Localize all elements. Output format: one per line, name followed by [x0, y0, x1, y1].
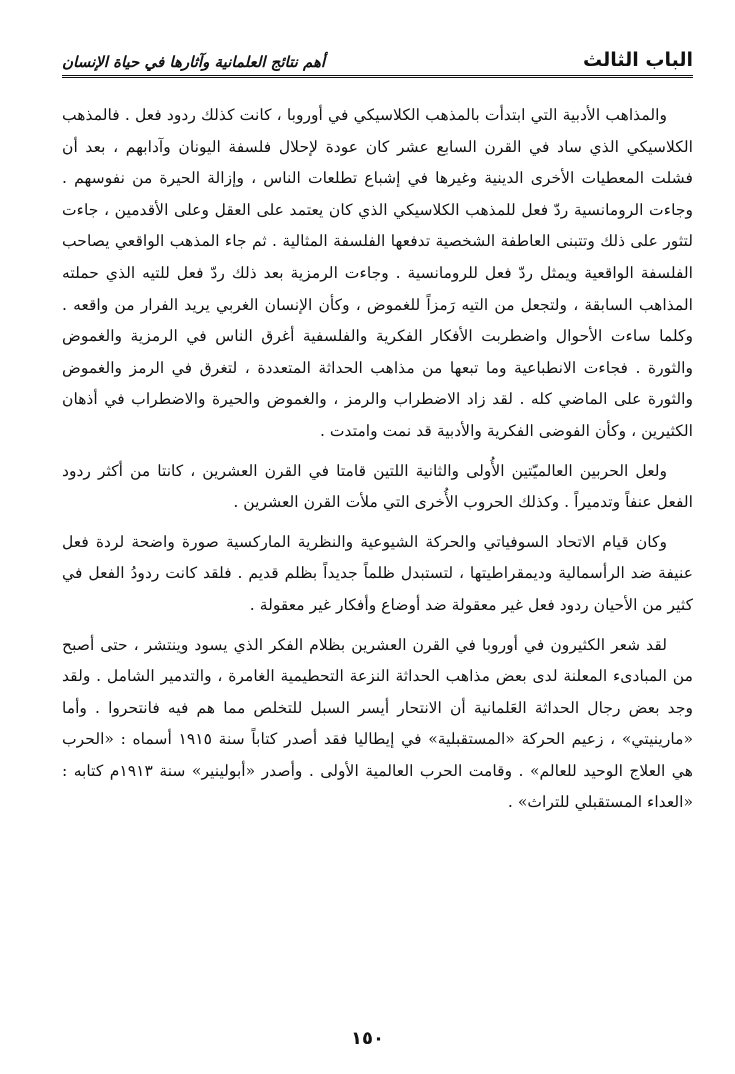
paragraph-3: وكان قيام الاتحاد السوفياتي والحركة الشيوعية والنظرية الماركسية صورة واضحة لردة فعل عنيفة ضد الرأسمالية وديمقراطيتها ، لتستبدل ظلماً جديداً بظلم قديم . فلقد كانت ردودُ الفعل في كثير من الأحيان ردود فعل غير معقولة ضد أوضاع وأفكار غير معقولة .	[62, 532, 693, 614]
running-header	[62, 38, 693, 78]
chapter-title: أهم نتائج العلمانية وآثارها في حياة الإنسان	[62, 53, 326, 71]
paragraph-1: والمذاهب الأدبية التي ابتدأت بالمذهب الكلاسيكي في أوروبا ، كانت كذلك ردود فعل . فالمذهب الكلاسيكي الذي ساد في القرن السابع عشر كان عودة لإحلال فلسفة اليونان وآدابهم ، بعد أن فشلت المعطيات الأخرى الدينية وغيرها في إشباع تطلعات الناس ، وإزالة الحيرة من نفوسهم . وجاءت الرومانسية ردّ فعل للمذهب الكلاسيكي الذي كان يعتمد على العقل وعلى الأقدمين ، جاءت لتثور على ذلك وتتبنى العاطفة الشخصية تدفعها الفلسفة المثالية . ثم جاء المذهب الواقعي يصاحب الفلسفة الواقعية ويمثل ردّ فعل للرومانسية . وجاءت الرمزية بعد ذلك ردّ فعل للتيه الذي حملته المذاهب السابقة ، ولتجعل من التيه رَمزاً للغموض ، وكأن الإنسان الغربي يريد الفرار من واقعه . وكلما ساءت الأحوال واضطربت الأفكار الفكرية والفلسفية أغرق الناس في الرمزية والغموض والثورة . فجاءت الانطباعية وما تبعها من مذاهب الحداثة المتعددة ، لتغرق في الرمز والغموض والثورة على الماضي كله . لقد زاد الاضطراب والرمز ، والغموض والحيرة والاضطراب في أذهان الكثيرين ، وكأن الفوضى الفكرية والأدبية قد نمت وامتدت .	[62, 106, 693, 440]
chapter-label: الباب الثالث	[582, 49, 693, 71]
page-number: ١٥٠	[351, 1028, 384, 1049]
body-text	[62, 100, 693, 827]
paragraph-4: لقد شعر الكثيرون في أوروبا في القرن العشرين بظلام الفكر الذي يسود وينتشر ، حتى أصبح من المبادىء المعلنة لدى بعض مذاهب الحداثة النزعة التحطيمية الغامرة ، والتدمير الشامل . ولقد وجد بعض رجال الحداثة العَلمانية أن الانتحار أيسر السبل للتخلص مما هم فيه فانتحروا . وأما «مارينيتي» ، زعيم الحركة «المستقبلية» في إيطاليا فقد أصدر كتاباً سنة ١٩١٥ أسماه : «الحرب هي العلاج الوحيد للعالم» . وقامت الحرب العالمية الأولى . وأصدر «أبولينير» سنة ١٩١٣م كتابه : «العداء المستقبلي للتراث» .	[62, 635, 693, 812]
paragraph-2: ولعل الحربين العالميّتين الأُولى والثانية اللتين قامتا في القرن العشرين ، كانتا من أكثر ردود الفعل عنفاً وتدميراً . وكذلك الحروب الأُخرى التي ملأت القرن العشرين .	[62, 461, 693, 512]
